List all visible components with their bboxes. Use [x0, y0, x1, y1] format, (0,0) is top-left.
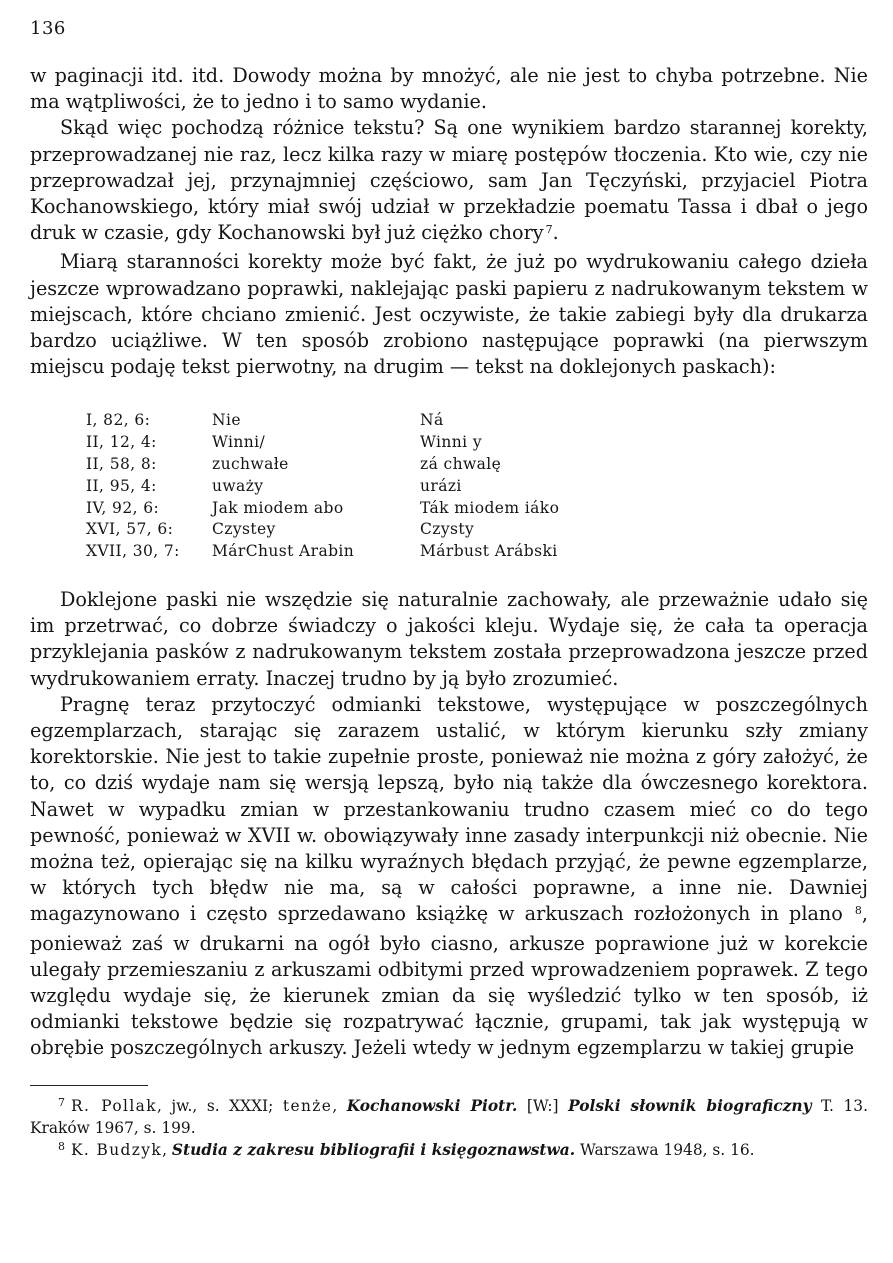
- correction-corrected: Winni y: [420, 433, 483, 452]
- footnote-7: [30, 1096, 868, 1140]
- correction-corrected: Márbust Arábski: [420, 542, 558, 561]
- paragraph-5-part-1: Pragnę teraz przytoczyć odmianki tekstowe, występujące w poszczególnych egzemplarzach, starając się zarazem ustalić, w którym kierunku szły zmiany korektorskie. Nie jest to takie zupełnie proste, ponieważ nie można z góry założyć, że to, co dziś wydaje nam się wersją lepszą, było nią także dla ówczesnego korektora. Nawet w wypadku zmian w przestankowaniu trudno czasem mieć co do tego pewność, ponieważ w XVII w. obowiązywały inne zasady interpunkcji niż obecnie. Nie można też, opierając się na kilku wyraźnych błędach przyjąć, że pewne egzemplarze, w których tych błędw nie ma, są w całości poprawne, a inne nie. Dawniej magazynowano i często sprzedawano książkę w arkuszach rozłożonych in plano: [30, 692, 868, 926]
- paragraph-5-part-2: , ponieważ zaś w drukarni na ogół było ciasno, arkusze poprawione już w korekcie ulegały przemieszaniu z arkuszami odbitymi przed wprowadzeniem poprawek. Z tego względu wydaje się, że kierunek zmian da się wyśledzić tylko w ten sposób, iż odmianki tekstowe będzie się rozpatrywać łącznie, grupami, tak jak występują w obrębie poszczególnych arkuszy. Jeżeli wtedy w jednym egzemplarzu w takiej grupie: [30, 902, 868, 1060]
- correction-original: zuchwałe: [212, 455, 289, 474]
- correction-original: Winni/: [212, 433, 266, 452]
- correction-original: Jak miodem abo: [212, 498, 344, 517]
- footnote-8: [30, 1140, 868, 1163]
- footnote-7-tenze: tenże: [282, 1096, 333, 1115]
- footnote-7-mid-1: , jw., s. XXXI;: [156, 1096, 283, 1115]
- correction-ref: II, 95, 4:: [86, 476, 157, 495]
- correction-original: Nie: [212, 411, 241, 430]
- correction-ref: XVI, 57, 6:: [86, 520, 174, 539]
- paragraph-3: Miarą staranności korekty może być fakt, że już po wydrukowaniu całego dzieła jeszcze wprowadzano poprawki, naklejając paski papieru z nadrukowanym tekstem w miejscach, które chciano zmienić. Jest oczywiste, że takie zabiegi były dla drukarza bardzo uciążliwe. W ten sposób zrobiono następujące poprawki (na pierwszym miejscu podaję tekst pierwotny, na drugim — tekst na doklejonych paskach):: [30, 250, 868, 379]
- correction-original: uważy: [212, 476, 264, 495]
- footnote-7-series: Polski słownik biograficzny: [568, 1096, 812, 1115]
- footnote-7-mid-2: ,: [332, 1096, 347, 1115]
- correction-corrected: Czysty: [420, 520, 475, 539]
- footnote-8-mid-1: ,: [162, 1140, 172, 1159]
- paragraph-2-end: .: [552, 221, 559, 245]
- paragraph-2-text: Skąd więc pochodzą różnice tekstu? Są one wynikiem bardzo starannej korekty, przeprowadzanej nie raz, lecz kilka razy w miarę postępów tłoczenia. Kto wie, czy nie przeprowadzał jej, przynajmniej częściowo, sam Jan Tęczyński, przyjaciel Piotra Kochanowskiego, który miał swój udział w przekładzie poematu Tassa i dbał o jego druk w czasie, gdy Kochanowski był już ciężko chory: [30, 116, 868, 245]
- footnote-8-end: Warszawa 1948, s. 16.: [575, 1140, 755, 1159]
- paragraph-4: Doklejone paski nie wszędzie się naturalnie zachowały, ale przeważnie udało się im przetrwać, co dobrze świadczy o jakości kleju. Wydaje się, że cała ta operacja przyklejania pasków z nadrukowanym tekstem została przeprowadzona jeszcze przed wydrukowaniem erraty. Inaczej trudno by ją było zrozumieć.: [30, 588, 868, 690]
- correction-row: [86, 454, 559, 476]
- footnote-8-number: 8: [58, 1139, 65, 1153]
- footnote-7-author: R. Pollak: [71, 1096, 157, 1115]
- footnote-8-title: Studia z zakresu bibliografii i księgoznawstwa.: [171, 1140, 576, 1159]
- correction-ref: II, 12, 4:: [86, 433, 157, 452]
- correction-row: [86, 432, 559, 454]
- book-page: [30, 18, 868, 1162]
- paragraph-5: [30, 692, 868, 1062]
- correction-row: [86, 410, 559, 432]
- paragraph-1: w paginacji itd. itd. Dowody można by mnożyć, ale nie jest to chyba potrzebne. Nie ma wątpliwości, że to jedno i to samo wydanie.: [30, 64, 868, 114]
- correction-row: [86, 519, 559, 541]
- correction-original: Czystey: [212, 520, 276, 539]
- page-number: 136: [30, 18, 66, 39]
- correction-ref: II, 58, 8:: [86, 455, 157, 474]
- correction-row: [86, 498, 559, 520]
- correction-corrected: urázi: [420, 476, 462, 495]
- correction-corrected: zá chwalę: [420, 455, 502, 474]
- footnote-7-end: T. 13. Kraków 1967, s. 199.: [30, 1096, 868, 1138]
- correction-row: [86, 476, 559, 498]
- correction-corrected: Ná: [420, 411, 444, 430]
- footnote-7-number: 7: [58, 1095, 65, 1109]
- footnote-7-mid-3: [W:]: [517, 1096, 569, 1115]
- footnote-ref-7[interactable]: 7: [545, 223, 553, 237]
- paragraph-2: [30, 115, 868, 249]
- corrections-table: [86, 410, 559, 563]
- footnote-ref-8[interactable]: 8: [854, 904, 862, 918]
- correction-corrected: Ták miodem iáko: [420, 498, 560, 517]
- correction-ref: XVII, 30, 7:: [86, 542, 180, 561]
- footnote-separator: [30, 1085, 148, 1086]
- correction-ref: IV, 92, 6:: [86, 498, 160, 517]
- footnote-8-author: K. Budzyk: [71, 1140, 163, 1159]
- correction-original: MárChust Arabin: [212, 542, 355, 561]
- footnote-7-title: Kochanowski Piotr.: [346, 1096, 518, 1115]
- correction-ref: I, 82, 6:: [86, 411, 151, 430]
- correction-row: [86, 541, 559, 563]
